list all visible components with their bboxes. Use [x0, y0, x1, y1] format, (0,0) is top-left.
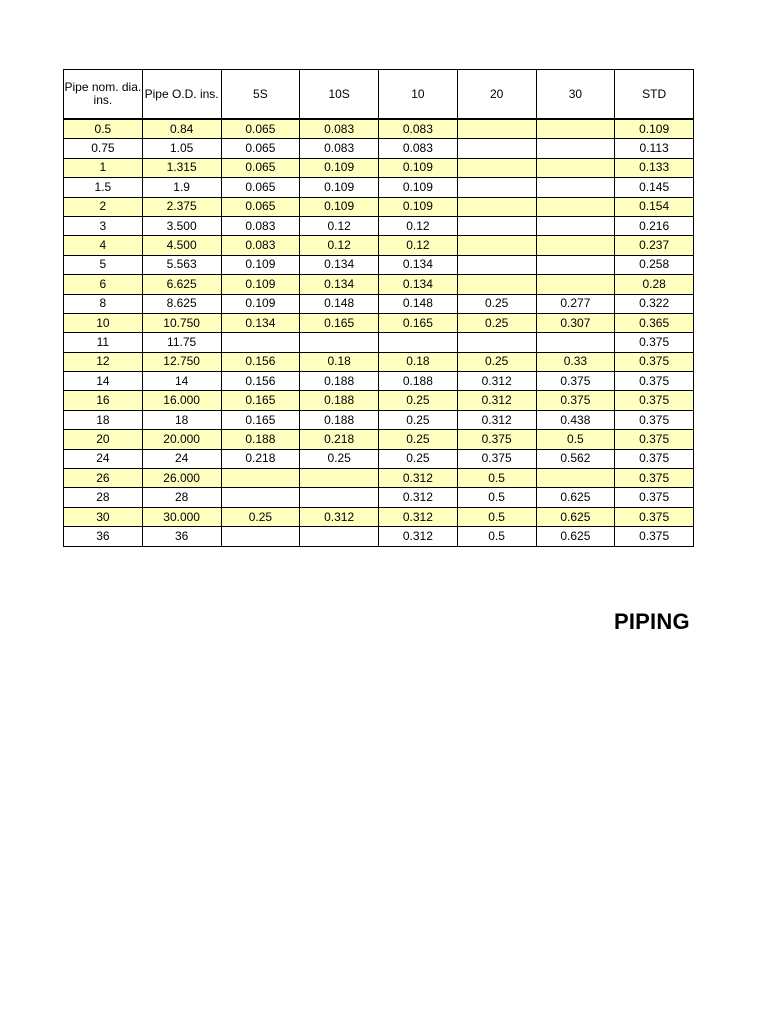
table-cell: 0.5: [457, 469, 536, 488]
table-cell: 0.375: [457, 430, 536, 449]
table-row: [64, 507, 694, 526]
table-cell: [536, 119, 615, 139]
table-cell: 1.9: [142, 178, 221, 197]
table-row: [64, 449, 694, 468]
table-cell: 10: [64, 313, 143, 332]
table-cell: 0.133: [615, 158, 694, 177]
table-cell: 11: [64, 333, 143, 352]
table-cell: 0.188: [300, 372, 379, 391]
table-cell: 0.065: [221, 178, 300, 197]
table-cell: [457, 178, 536, 197]
table-cell: 0.25: [457, 352, 536, 371]
table-cell: [536, 216, 615, 235]
table-cell: 0.25: [457, 294, 536, 313]
table-cell: 0.083: [379, 119, 458, 139]
header-schedule-30: 30: [536, 70, 615, 120]
table-cell: 10.750: [142, 313, 221, 332]
table-cell: 0.258: [615, 255, 694, 274]
header-schedule-5s: 5S: [221, 70, 300, 120]
table-cell: [221, 488, 300, 507]
table-row: [64, 236, 694, 255]
table-cell: 0.083: [379, 139, 458, 158]
table-cell: 1.5: [64, 178, 143, 197]
table-cell: 0.109: [221, 275, 300, 294]
table-cell: [221, 527, 300, 546]
table-cell: [300, 469, 379, 488]
table-cell: 0.375: [615, 333, 694, 352]
page-title: PIPING: [614, 609, 690, 634]
table-cell: 0.25: [379, 410, 458, 429]
table-cell: 0.165: [379, 313, 458, 332]
table-cell: 0.25: [300, 449, 379, 468]
header-outer-diameter: Pipe O.D. ins.: [142, 70, 221, 120]
table-cell: [457, 119, 536, 139]
table-row: [64, 197, 694, 216]
table-cell: 0.134: [300, 255, 379, 274]
pipe-schedule-table: [63, 69, 694, 547]
table-cell: 0.109: [221, 294, 300, 313]
table-cell: 0.18: [300, 352, 379, 371]
table-cell: 0.625: [536, 527, 615, 546]
header-schedule-10s: 10S: [300, 70, 379, 120]
table-cell: 0.25: [379, 391, 458, 410]
table-cell: 0.312: [457, 410, 536, 429]
table-row: [64, 430, 694, 449]
table-row: [64, 216, 694, 235]
table-cell: [300, 488, 379, 507]
table-cell: 0.065: [221, 119, 300, 139]
table-cell: 0.312: [300, 507, 379, 526]
table-cell: 0.109: [300, 158, 379, 177]
table-cell: 0.18: [379, 352, 458, 371]
table-cell: 0.312: [379, 469, 458, 488]
table-cell: 16: [64, 391, 143, 410]
table-cell: 0.145: [615, 178, 694, 197]
table-row: [64, 178, 694, 197]
table-row: [64, 527, 694, 546]
table-cell: 18: [64, 410, 143, 429]
table-cell: [221, 469, 300, 488]
table-cell: 0.365: [615, 313, 694, 332]
table-cell: 0.25: [379, 430, 458, 449]
table-cell: 28: [142, 488, 221, 507]
table-cell: [300, 333, 379, 352]
table-row: [64, 119, 694, 139]
table-cell: 0.218: [221, 449, 300, 468]
header-schedule-std: STD: [615, 70, 694, 120]
table-cell: 0.312: [457, 391, 536, 410]
table-cell: 14: [64, 372, 143, 391]
table-cell: 0.188: [221, 430, 300, 449]
table-cell: 0.134: [221, 313, 300, 332]
table-cell: 2: [64, 197, 143, 216]
table-cell: 0.25: [379, 449, 458, 468]
table-cell: 0.156: [221, 372, 300, 391]
table-cell: 0.083: [221, 216, 300, 235]
table-cell: [457, 333, 536, 352]
table-cell: 0.375: [615, 488, 694, 507]
table-row: [64, 352, 694, 371]
table-cell: 0.216: [615, 216, 694, 235]
table-cell: [457, 197, 536, 216]
table-cell: 0.165: [221, 410, 300, 429]
table-cell: 36: [64, 527, 143, 546]
table-cell: 28: [64, 488, 143, 507]
table-cell: 5: [64, 255, 143, 274]
table-cell: 0.375: [536, 372, 615, 391]
table-cell: 0.375: [615, 410, 694, 429]
table-cell: 0.375: [615, 372, 694, 391]
table-cell: 0.154: [615, 197, 694, 216]
table-cell: 24: [142, 449, 221, 468]
table-row: [64, 391, 694, 410]
table-cell: 0.28: [615, 275, 694, 294]
table-cell: [457, 275, 536, 294]
table-cell: 5.563: [142, 255, 221, 274]
table-cell: 0.312: [379, 507, 458, 526]
table-cell: 0.375: [615, 449, 694, 468]
table-cell: 0.5: [64, 119, 143, 139]
header-schedule-20: 20: [457, 70, 536, 120]
table-cell: 0.375: [615, 527, 694, 546]
table-cell: 3: [64, 216, 143, 235]
table-cell: 0.12: [300, 236, 379, 255]
table-cell: [457, 216, 536, 235]
table-row: [64, 372, 694, 391]
table-row: [64, 410, 694, 429]
table-cell: [221, 333, 300, 352]
table-cell: 0.312: [457, 372, 536, 391]
table-cell: 30.000: [142, 507, 221, 526]
table-cell: 0.75: [64, 139, 143, 158]
table-cell: 0.312: [379, 488, 458, 507]
header-schedule-10: 10: [379, 70, 458, 120]
table-cell: 0.312: [379, 527, 458, 546]
table-cell: [536, 158, 615, 177]
table-cell: 0.188: [300, 391, 379, 410]
header-nominal-diameter: Pipe nom. dia. ins.: [64, 70, 143, 120]
table-cell: 0.134: [379, 275, 458, 294]
table-cell: 8.625: [142, 294, 221, 313]
table-cell: 1.315: [142, 158, 221, 177]
table-cell: 18: [142, 410, 221, 429]
table-cell: [457, 236, 536, 255]
table-cell: 0.109: [221, 255, 300, 274]
table-cell: 0.277: [536, 294, 615, 313]
table-cell: 0.322: [615, 294, 694, 313]
table-cell: 0.109: [379, 158, 458, 177]
table-cell: [536, 255, 615, 274]
table-cell: 0.5: [536, 430, 615, 449]
table-cell: 0.237: [615, 236, 694, 255]
table-cell: 0.109: [379, 178, 458, 197]
table-cell: 0.375: [457, 449, 536, 468]
table-cell: 16.000: [142, 391, 221, 410]
table-body: [64, 119, 694, 546]
table-cell: 0.188: [300, 410, 379, 429]
table-cell: 12: [64, 352, 143, 371]
table-cell: 1: [64, 158, 143, 177]
table-cell: 0.375: [615, 391, 694, 410]
table-cell: 0.375: [615, 469, 694, 488]
table-cell: 4: [64, 236, 143, 255]
table-cell: 0.113: [615, 139, 694, 158]
table-cell: 0.375: [536, 391, 615, 410]
table-cell: 1.05: [142, 139, 221, 158]
table-cell: 0.156: [221, 352, 300, 371]
table-cell: 0.562: [536, 449, 615, 468]
table-cell: 0.375: [615, 352, 694, 371]
table-cell: 0.134: [300, 275, 379, 294]
table-cell: 8: [64, 294, 143, 313]
table-cell: 0.12: [300, 216, 379, 235]
table-cell: 0.083: [221, 236, 300, 255]
table-cell: 0.109: [615, 119, 694, 139]
table-cell: 0.5: [457, 507, 536, 526]
table-cell: 0.065: [221, 139, 300, 158]
table-cell: 0.148: [300, 294, 379, 313]
table-cell: 0.065: [221, 158, 300, 177]
table-row: [64, 333, 694, 352]
table-cell: 0.109: [379, 197, 458, 216]
table-cell: 0.083: [300, 139, 379, 158]
table-cell: 14: [142, 372, 221, 391]
table-cell: 4.500: [142, 236, 221, 255]
table-cell: 26.000: [142, 469, 221, 488]
table-cell: [379, 333, 458, 352]
table-cell: 0.625: [536, 507, 615, 526]
table-cell: 3.500: [142, 216, 221, 235]
table-cell: 0.375: [615, 430, 694, 449]
table-cell: 0.188: [379, 372, 458, 391]
table-cell: [536, 275, 615, 294]
table-cell: 11.75: [142, 333, 221, 352]
table-cell: 26: [64, 469, 143, 488]
table-cell: 0.083: [300, 119, 379, 139]
table-cell: 20: [64, 430, 143, 449]
table-cell: 0.625: [536, 488, 615, 507]
table-cell: [300, 527, 379, 546]
table-cell: 2.375: [142, 197, 221, 216]
table-cell: 0.065: [221, 197, 300, 216]
table-cell: 36: [142, 527, 221, 546]
table-row: [64, 275, 694, 294]
table-cell: 24: [64, 449, 143, 468]
table-cell: 0.165: [300, 313, 379, 332]
table-cell: 0.148: [379, 294, 458, 313]
table-cell: 0.109: [300, 178, 379, 197]
table-cell: [536, 469, 615, 488]
table-cell: [536, 178, 615, 197]
table-row: [64, 255, 694, 274]
table-row: [64, 294, 694, 313]
table-row: [64, 488, 694, 507]
table-cell: 12.750: [142, 352, 221, 371]
table-cell: 0.5: [457, 527, 536, 546]
table-cell: 0.25: [221, 507, 300, 526]
table-cell: 0.109: [300, 197, 379, 216]
table-cell: [536, 236, 615, 255]
table-cell: 0.218: [300, 430, 379, 449]
table-cell: 0.12: [379, 216, 458, 235]
table-cell: [536, 197, 615, 216]
table-cell: 30: [64, 507, 143, 526]
table-cell: 0.84: [142, 119, 221, 139]
table-cell: 0.375: [615, 507, 694, 526]
table-row: [64, 469, 694, 488]
table-cell: [457, 255, 536, 274]
table-cell: 6: [64, 275, 143, 294]
table-cell: 20.000: [142, 430, 221, 449]
table-cell: [536, 139, 615, 158]
table-cell: 0.25: [457, 313, 536, 332]
table-cell: 0.33: [536, 352, 615, 371]
table-cell: [457, 139, 536, 158]
table-cell: 0.5: [457, 488, 536, 507]
table-row: [64, 139, 694, 158]
table-cell: 0.134: [379, 255, 458, 274]
table-row: [64, 158, 694, 177]
table-cell: 0.165: [221, 391, 300, 410]
table-cell: [536, 333, 615, 352]
table-cell: [457, 158, 536, 177]
table-cell: 0.12: [379, 236, 458, 255]
table-row: [64, 313, 694, 332]
table-cell: 6.625: [142, 275, 221, 294]
table-cell: 0.438: [536, 410, 615, 429]
table-header-row: [64, 70, 694, 120]
table-cell: 0.307: [536, 313, 615, 332]
